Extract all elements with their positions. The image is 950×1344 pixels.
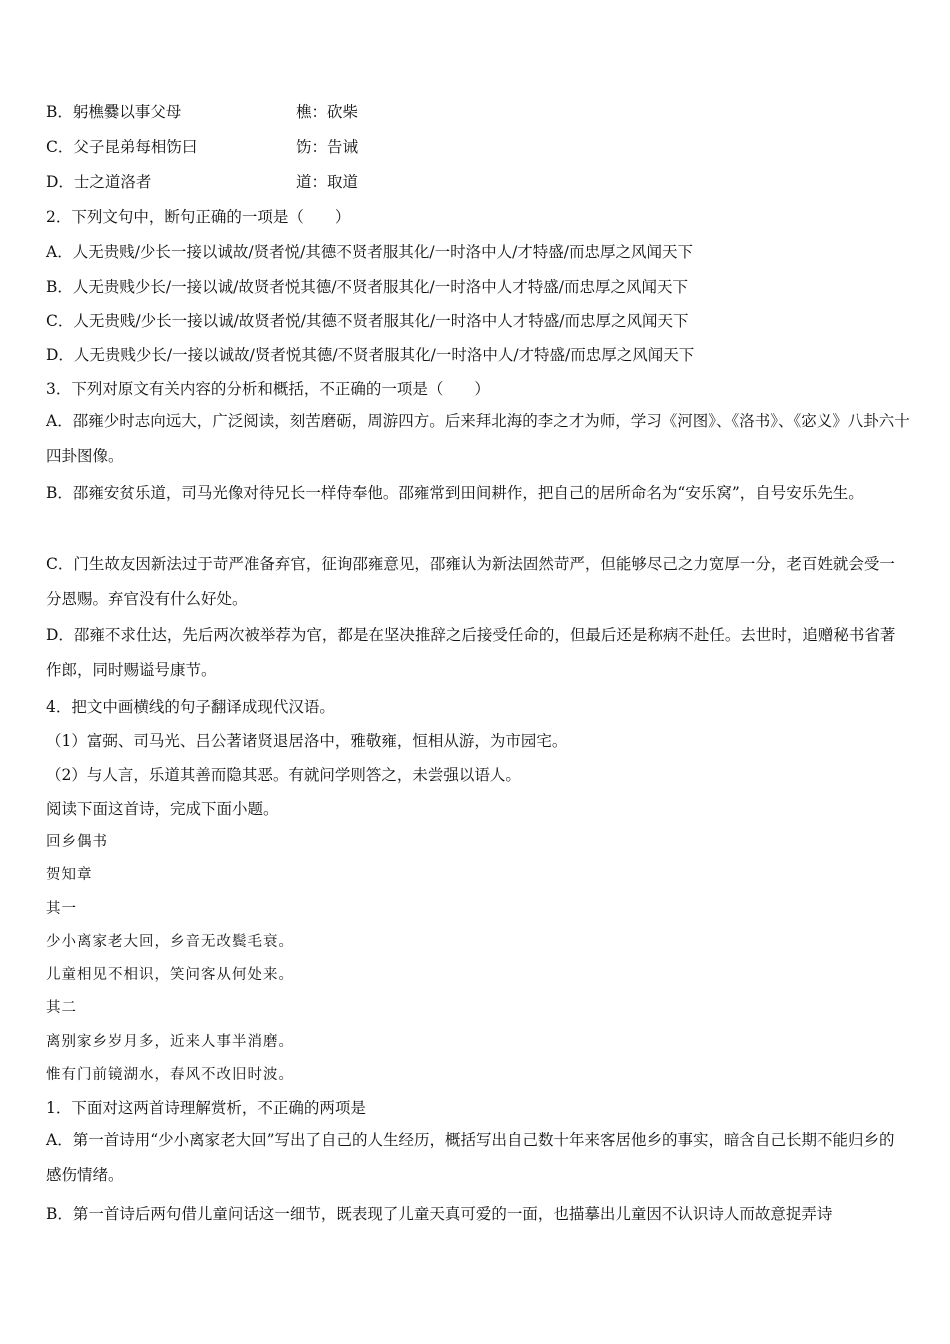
- poem-title: 回乡偶书: [46, 834, 108, 850]
- q3-stem: 3．下列对原文有关内容的分析和概括，不正确的一项是（ ）: [46, 380, 490, 398]
- q3-option-a: A．邵雍少时志向远大，广泛阅读，刻苦磨砺，周游四方。后来拜北海的李之才为师，学习《河图》、《洛书》、《宓义》八卦六十四卦图像。: [46, 412, 910, 465]
- q3-option-d: D．邵雍不求仕达，先后两次被举荐为官，都是在坚决推辞之后接受任命的，但最后还是称病不赴任。去世时，追赠秘书省著作郎，同时赐谥号康节。: [46, 626, 896, 679]
- q1-option-c: [46, 137, 910, 157]
- poem-line: 少小离家老大回，乡音无改鬓毛衰。: [46, 934, 294, 950]
- q2-option-d: D．人无贵贱少长/一接以诚故/贤者悦其德/不贤者服其化/一时洛中人/才特盛/而忠厚之风闻天下: [46, 346, 695, 364]
- q1-option-d: [46, 172, 910, 192]
- option-text: C．父子昆弟每相饬曰: [46, 138, 198, 156]
- q4-stem: 4．把文中画横线的句子翻译成现代汉语。: [46, 698, 335, 716]
- option-gloss: 饬：告诫: [296, 138, 359, 156]
- option-gloss: 道：取道: [296, 173, 359, 191]
- poem-q1-option-b: B．第一首诗后两句借儿童问话这一细节，既表现了儿童天真可爱的一面，也描摹出儿童因不认识诗人而故意捉弄诗: [46, 1205, 833, 1223]
- q3-option-c: C．门生故友因新法过于苛严准备弃官，征询邵雍意见，邵雍认为新法固然苛严，但能够尽己之力宽厚一分，老百姓就会受一分恩赐。弃官没有什么好处。: [46, 555, 895, 608]
- poem-part1-label: 其一: [46, 901, 77, 917]
- poem-author: 贺知章: [46, 867, 93, 883]
- q2-option-c: C．人无贵贱/少长一接以诚/故贤者悦/其德不贤者服其化/一时洛中人才特盛/而忠厚之风闻天下: [46, 312, 689, 330]
- poem-line: 离别家乡岁月多，近来人事半消磨。: [46, 1034, 294, 1050]
- q2-stem: 2．下列文句中，断句正确的一项是（ ）: [46, 208, 351, 226]
- q3-option-b: B．邵雍安贫乐道，司马光像对待兄长一样侍奉他。邵雍常到田间耕作，把自己的居所命名为“安乐窝”，自号安乐先生。: [46, 484, 864, 502]
- poem-line: 惟有门前镜湖水，春风不改旧时波。: [46, 1067, 294, 1083]
- q1-option-b: [46, 102, 910, 122]
- poem-line: 儿童相见不相识，笑问客从何处来。: [46, 967, 294, 983]
- poem-q1-option-a: A．第一首诗用“少小离家老大回”写出了自己的人生经历，概括写出自己数十年来客居他乡的事实，暗含自己长期不能归乡的感伤情绪。: [46, 1131, 895, 1184]
- q2-option-a: A．人无贵贱/少长一接以诚故/贤者悦/其德不贤者服其化/一时洛中人/才特盛/而忠厚之风闻天下: [46, 243, 694, 261]
- poem-part2-label: 其二: [46, 1000, 77, 1016]
- poem-intro: 阅读下面这首诗，完成下面小题。: [46, 800, 279, 818]
- poem-q1-stem: 1．下面对这两首诗理解赏析，不正确的两项是: [46, 1099, 366, 1117]
- q4-item-2: （2）与人言，乐道其善而隐其恶。有就问学则答之，未尝强以语人。: [46, 766, 521, 784]
- option-gloss: 樵：砍柴: [296, 103, 359, 121]
- option-text: D．士之道洛者: [46, 173, 152, 191]
- q4-item-1: （1）富弼、司马光、吕公著诸贤退居洛中，雅敬雍，恒相从游，为市园宅。: [46, 732, 568, 750]
- option-text: B．躬樵爨以事父母: [46, 103, 182, 121]
- q2-option-b: B．人无贵贱少长/一接以诚/故贤者悦其德/不贤者服其化/一时洛中人才特盛/而忠厚之风闻天下: [46, 278, 689, 296]
